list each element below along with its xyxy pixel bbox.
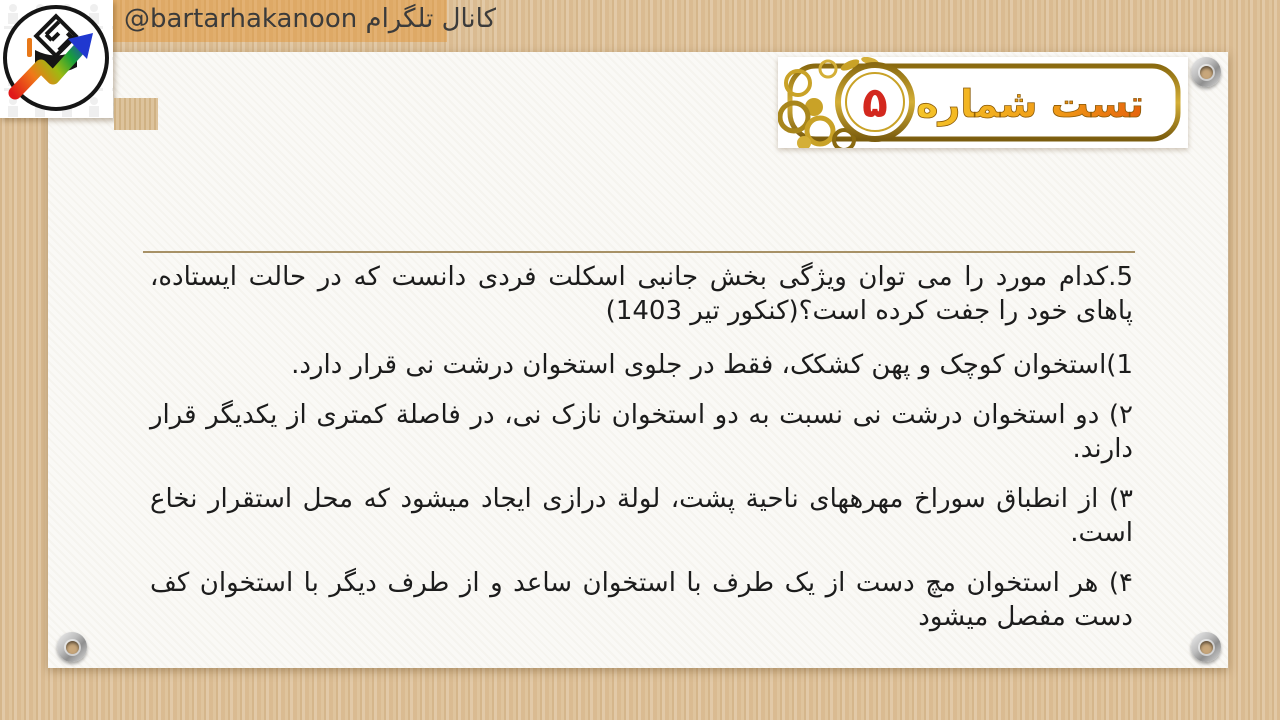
option-2: ۲) دو استخوان درشت نی نسبت به دو استخوان نازک نی، در فاصلة کمتری از یکدیگر قرار دارند.: [150, 400, 1133, 464]
graduation-cap-growth-arrow-icon: [0, 0, 113, 118]
grommet-hole: [1200, 66, 1213, 79]
option-3: ۳) از انطباق سوراخ مهرههای ناحیة پشت، لولة درازی ایجاد میشود که محل استقرار نخاع است.: [150, 484, 1133, 548]
badge-title: تست شماره: [916, 82, 1144, 126]
option-1: 1)استخوان کوچک و پهن کشکک، فقط در جلوی استخوان درشت نی قرار دارد.: [291, 350, 1133, 380]
grommet-icon: [1191, 57, 1221, 87]
divider-line: [143, 251, 1135, 253]
grommet-icon: [1191, 632, 1221, 662]
telegram-channel-text: @bartarhakanoon کانال تلگرام: [124, 4, 496, 34]
option-4: ۴) هر استخوان مچ دست از یک طرف با استخوان ساعد و از طرف دیگر با استخوان کف دست مفصل میشود: [150, 568, 1133, 632]
logo-corner-patch: [114, 98, 158, 130]
badge-number: ۵: [862, 78, 888, 127]
question-block: [150, 260, 1133, 650]
grommet-icon: [57, 632, 87, 662]
grommet-hole: [66, 641, 79, 654]
channel-logo: [0, 0, 113, 118]
grommet-hole: [1200, 641, 1213, 654]
question-text: 5.کدام مورد را می توان ویژگی بخش جانبی اسکلت فردی دانست که در حالت ایستاده، پاهای خود را جفت کرده است؟(کنکور تیر 1403): [150, 262, 1133, 326]
test-number-badge: [778, 57, 1188, 148]
